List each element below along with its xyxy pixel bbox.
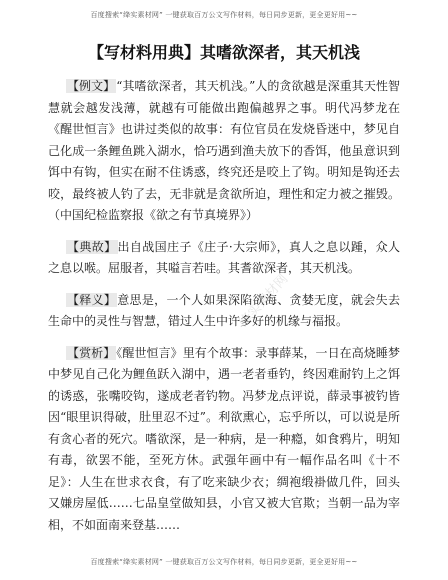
- document-body: [48, 76, 400, 546]
- paragraph-explanation: [48, 290, 400, 333]
- page-footer-banner: 百度搜索“绛实素材网” 一键获取百万公文写作材料，每日同步更新，更全更好用~~: [90, 558, 358, 566]
- page-header-banner: 百度搜索“绛实素材网” 一键获取百万公文写作材料，每日同步更新，更全更好用~~: [90, 11, 358, 19]
- paragraph-label: 【例文】: [67, 79, 116, 93]
- paragraph-label: 【赏析】: [67, 345, 116, 360]
- page-title: 【写材料用典】其嗜欲深者，其天机浅: [87, 43, 360, 62]
- paragraph-appreciation: [48, 343, 400, 537]
- paragraph-text: 出自战国庄子《庄子·大宗师》，真人之息以踵，众人之息以喉。屈服者，其嗌言若哇。其耆欲深者，其天机浅。: [48, 239, 400, 275]
- paragraph-text: “其嗜欲深者，其天机浅。”人的贪欲越是深重其天性智慧就会越发浅薄，就越有可能做出跑偏越界之事。明代冯梦龙在《醒世恒言》也讲过类似的故事：有位官员在发烧昏迷中，梦见自己化成一条鲤鱼跳入湖水，恰巧遇到渔夫放下的香饵，他虽意识到饵中有钩，但实在耐不住诱惑，终究还是咬上了钩。明知是钩还去咬，最终被人钓了去，无非就是贪欲所迫，理性和定力被之摧毁。（中国纪检监察报《欲之有节真境界》）: [48, 79, 400, 222]
- paragraph-text: 《醒世恒言》里有个故事：录事薛某，一日在高烧睡梦中梦见自己化为鲤鱼跃入湖中，遇一老者垂钓，终因难耐钓上之饵的诱惑，张嘴咬钩，遂成老者钓物。冯梦龙点评说，薛录事被钓皆因“眼里识得破，肚里忍不过”。利欲熏心，忘乎所以，可以说是所有贪心者的死穴。嗜欲深，是一种病，是一种瘾，如食鸦片，明知有毒，欲罢不能，至死方休。武强年画中有一幅作品名叫《十不足》：人生在世求衣食，有了吃来缺少衣；绸袍缎褂做几件，回头又嫌房屋低……七品皇堂做知县，小官又被大官欺；当朝一品为宰相，不如面南来登基……: [48, 345, 400, 532]
- paragraph-label: 【典故】: [67, 239, 117, 254]
- paragraph-text: 意思是，一个人如果深陷欲海、贪婪无度，就会失去生命中的灵性与智慧，错过人生中许多好的机缘与福报。: [48, 292, 400, 328]
- watermark: 绛实素材网: [236, 271, 292, 331]
- paragraph-allusion: [48, 237, 400, 280]
- paragraph-label: 【释义】: [67, 292, 117, 307]
- paragraph-example: [48, 76, 400, 227]
